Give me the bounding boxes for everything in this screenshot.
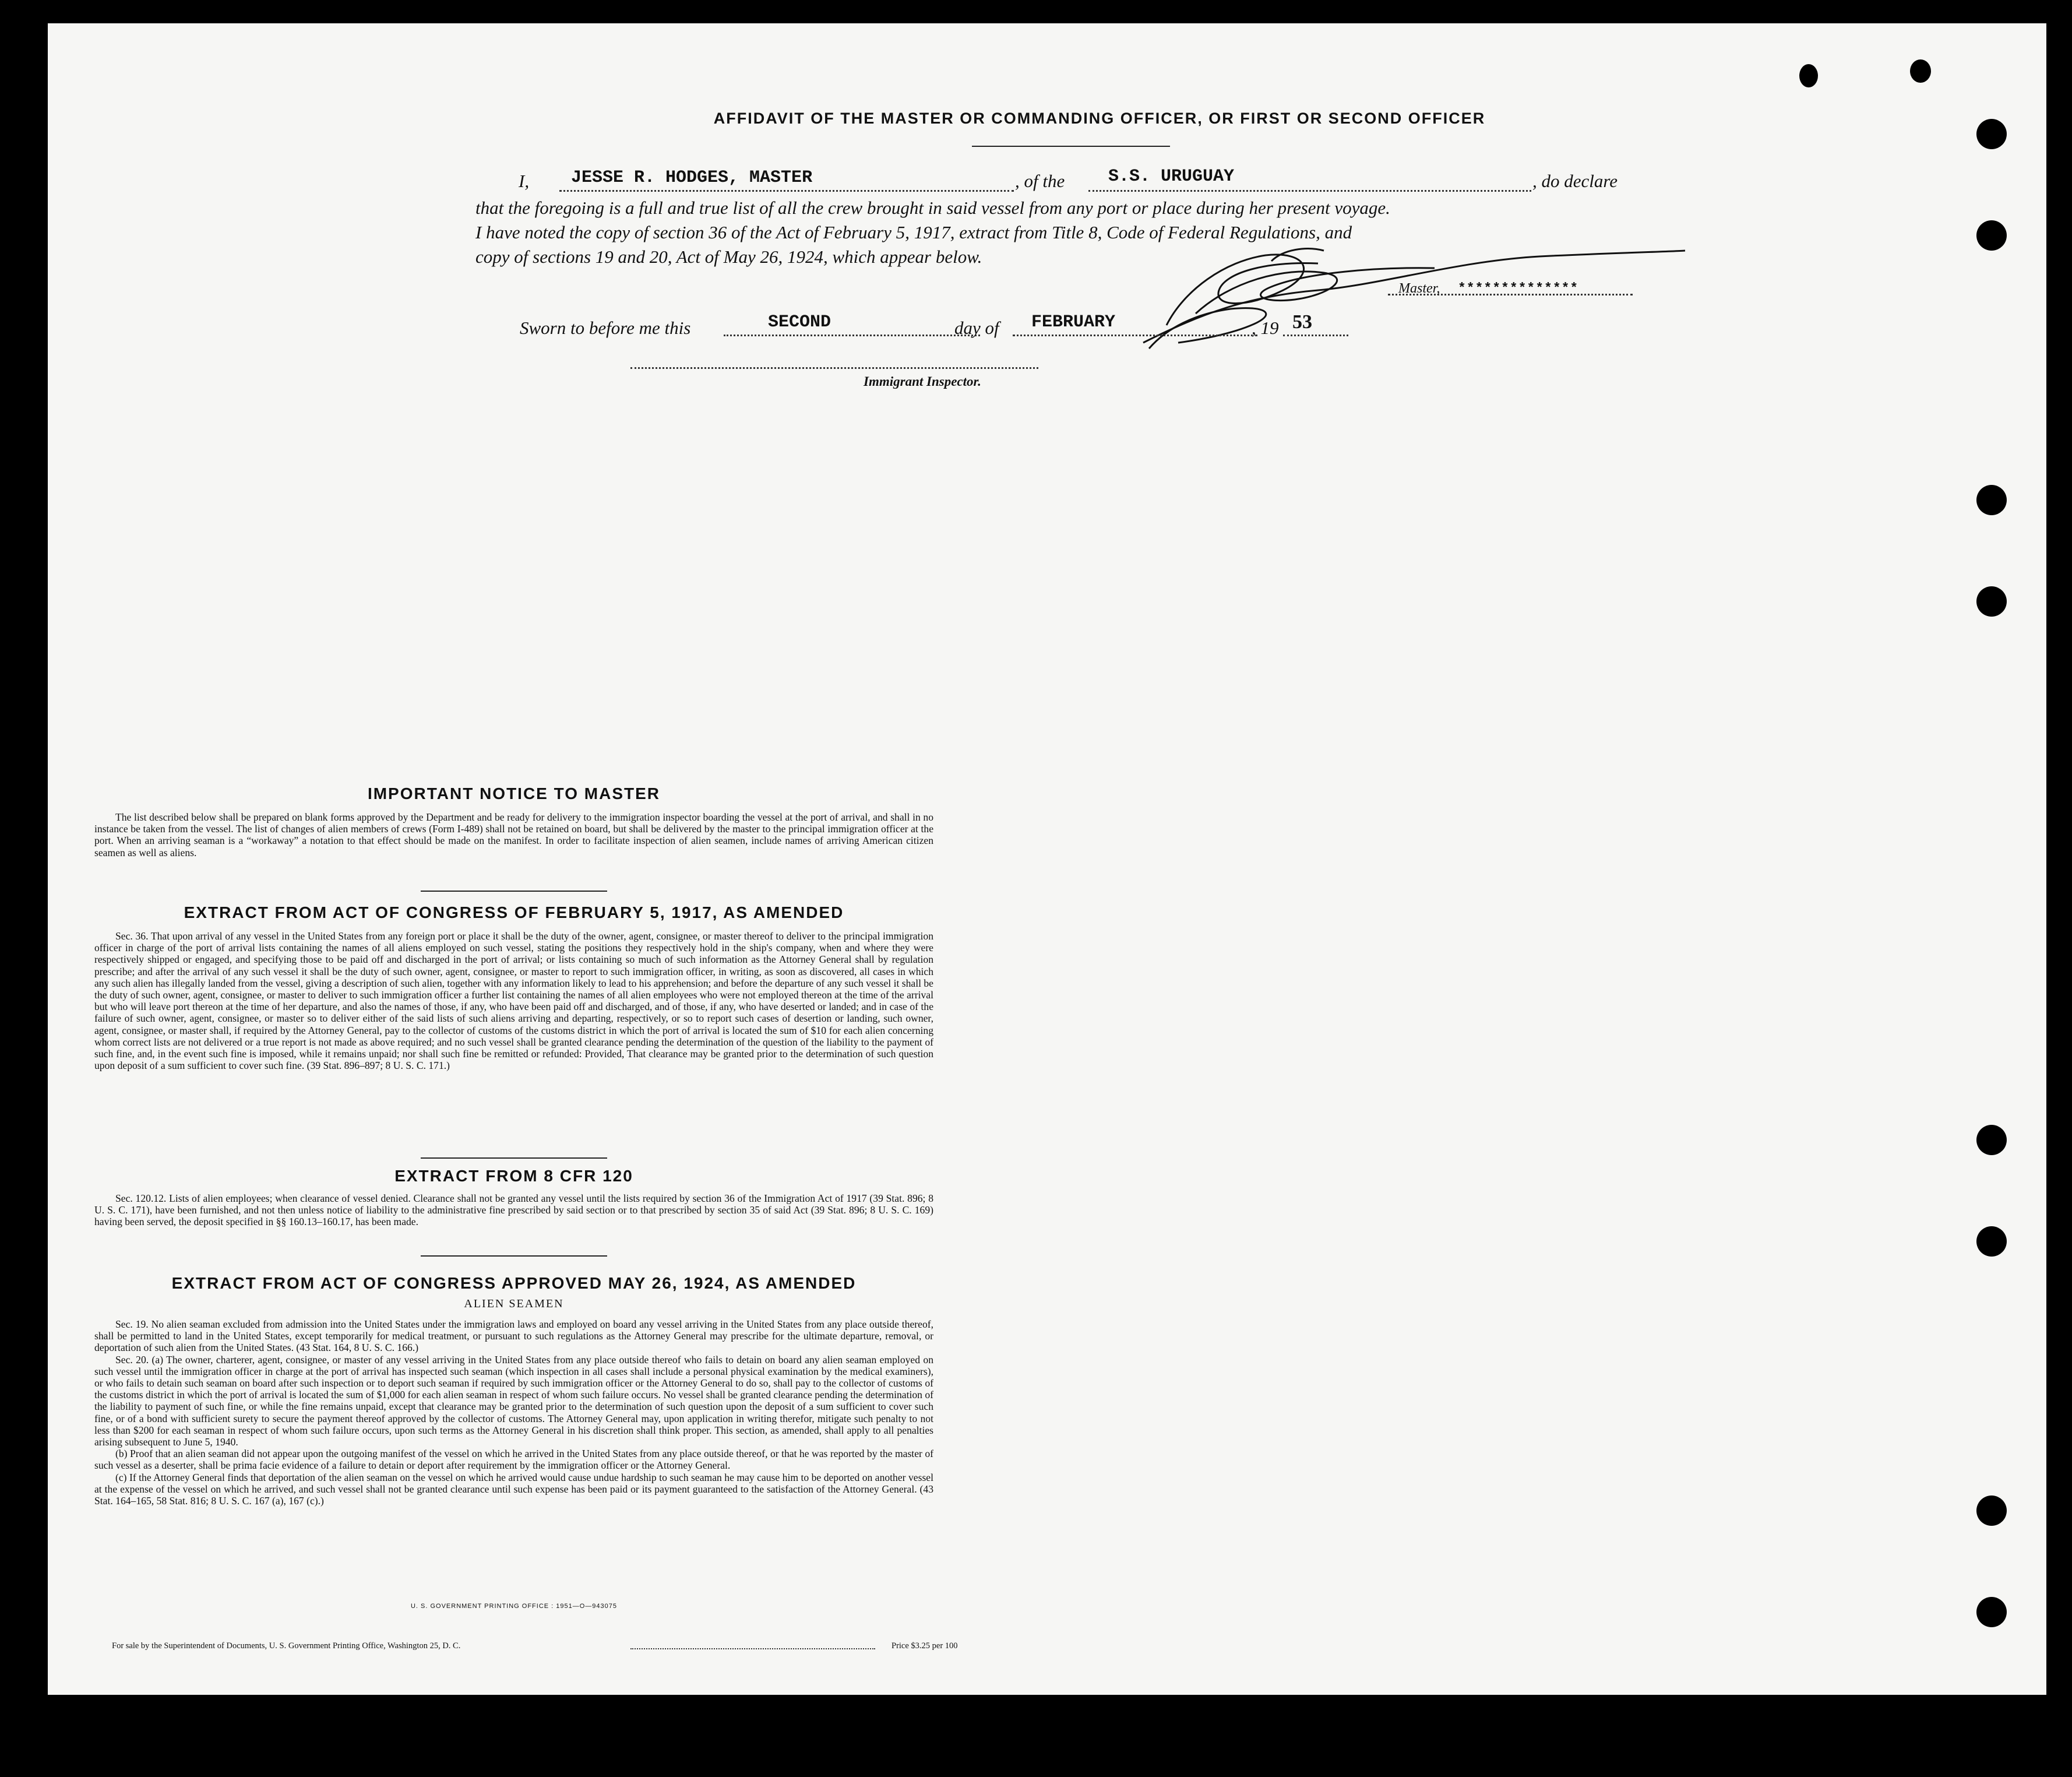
- price-notice: Price $3.25 per 100: [891, 1641, 958, 1651]
- punch-hole: [1976, 1226, 2007, 1257]
- sale-notice: For sale by the Superintendent of Documents, U. S. Government Printing Office, Washington 25, D. C.: [112, 1641, 461, 1651]
- section-36-paragraph: Sec. 36. That upon arrival of any vessel in the United States from any foreign port or place it shall be the duty of the owner, agent, consignee, or master thereof to deliver to the principal immigration officer in charge of the port of arrival lists containing the names of all aliens employed on such vessel, stating the positions they respectively hold in the ship's company, when and where they were respectively shipped or engaged, and specifying those to be paid off and discharged in the port of arrival; or lists containing so much of such information as the Attorney General shall by regulation prescribe; and after the arrival of any such vessel it shall be the duty of such owner, agent, consignee, or master to report to such immigration officer, in writing, as soon as discovered, all cases in which any such alien has illegally landed from the vessel, giving a description of such alien, together with any information likely to lead to his apprehension; and before the departure of any such vessel it shall be the duty of such owner, agent, consignee, or master to deliver to such immigration officer a further list containing the names of all alien employees who were not employed thereon at the time of the arrival but who will leave port thereon at the time of her departure, and also the names of those, if any, who have been paid off and discharged, and of those, if any, who have deserted or landed; and in case of the failure of such owner, agent, consignee, or master so to deliver either of the said lists of such aliens arriving and departing, respectively, or so to report such cases of desertion or landing, such owner, agent, consignee, or master shall, if required by the Attorney General, pay to the collector of customs of the customs district in which the port of arrival is located the sum of $10 for each alien concerning whom correct lists are not delivered or a true report is not made as above required; and no such vessel shall be granted clearance pending the determination of the question of the liability to the payment of such fine, and, in the event such fine is imposed, while it remains unpaid; nor shall such fine be remitted or refunded: Provided, That clearance may be granted prior to the determination of such question upon deposit of a sum sufficient to cover such fine. (39 Stat. 896–897; 8 U. S. C. 171.): [94, 930, 933, 1072]
- printing-office-imprint: U. S. GOVERNMENT PRINTING OFFICE : 1951—O—943075: [410, 1603, 618, 1610]
- sworn-month-field: FEBRUARY: [1031, 312, 1116, 332]
- punch-hole: [1976, 220, 2007, 251]
- section-19-paragraph: Sec. 19. No alien seaman excluded from admission into the United States under the immigration laws and employed on board any vessel arriving in the United States from any place outside thereof, shall be permitted to land in the United States, except temporarily for medical treatment, or pursuant to such regulations as the Attorney General may prescribe for the ultimate departure, removal, or deportation of such alien from the United States. (43 Stat. 164, 8 U. S. C. 166.): [94, 1318, 933, 1354]
- punch-hole: [1976, 485, 2007, 515]
- document-page: [48, 23, 2046, 1695]
- officer-title-struck: **************: [1458, 281, 1579, 296]
- notice-title: IMPORTANT NOTICE TO MASTER: [367, 784, 661, 803]
- section-divider: [421, 1255, 607, 1257]
- extract-1917-text: [94, 930, 933, 1071]
- extract-1924-title: EXTRACT FROM ACT OF CONGRESS APPROVED MAY 26, 1924, AS AMENDED: [171, 1274, 857, 1292]
- extract-cfr-title: EXTRACT FROM 8 CFR 120: [394, 1167, 633, 1185]
- section-120-12-paragraph: Sec. 120.12. Lists of alien employees; when clearance of vessel denied. Clearance shall not be granted any vessel until the lists required by section 36 of the Immigration Act of 1917 (39 Stat. 896; 8 U. S. C. 171), have been furnished, and not then unless notice of liability to the administrative fine prescribed by said section or to that prescribed by section 35 of said Act (39 Stat. 896; 8 U. S. C. 169) having been served, the deposit specified in §§ 160.13–160.17, has been made.: [94, 1192, 933, 1228]
- month-underline: [1013, 335, 1257, 336]
- footer-leader: [630, 1648, 875, 1649]
- notice-paragraph: The list described below shall be prepared on blank forms approved by the Department and be ready for delivery to the immigration inspector boarding the vessel at the port of arrival, and shall in no instance be taken from the vessel. The list of changes of alien members of crews (Form I-489) shall not be retained on board, but shall be delivered by the master to the principal immigration officer at the port. When an arriving seaman is a “workaway” a notation to that effect should be made on the manifest. In order to facilitate inspection of alien seamen, include names of arriving American citizen seamen as well as aliens.: [94, 811, 933, 858]
- declaration-line-2: that the foregoing is a full and true list of all the crew brought in said vessel from any port or place during her present voyage.: [475, 198, 1390, 218]
- extract-1917-title: EXTRACT FROM ACT OF CONGRESS OF FEBRUARY 5, 1917, AS AMENDED: [184, 903, 844, 921]
- inspector-signature-line: [630, 367, 1038, 369]
- day-of-label: day of: [954, 318, 999, 338]
- vessel-underline: [1088, 190, 1531, 192]
- name-underline: [559, 190, 1014, 192]
- alien-seamen-subtitle: ALIEN SEAMEN: [464, 1297, 564, 1310]
- section-20b-paragraph: (b) Proof that an alien seaman did not appear upon the outgoing manifest of the vessel on which he arrived in the United States from any place outside thereof, or that he was reported by the master of such vessel as a deserter, shall be prima facie evidence of a failure to detain or deport after requirement by the immigration officer or the Attorney General.: [94, 1448, 933, 1472]
- declaration-line-3: I have noted the copy of section 36 of the Act of February 5, 1917, extract from Title 8, Code of Federal Regulations, and: [475, 222, 1352, 242]
- affidavit-title: AFFIDAVIT OF THE MASTER OR COMMANDING OFFICER, OR FIRST OR SECOND OFFICER: [713, 110, 1486, 127]
- master-label: Master,: [1398, 281, 1440, 296]
- section-20a-paragraph: Sec. 20. (a) The owner, charterer, agent, consignee, or master of any vessel arriving in the United States from any place outside thereof who fails to detain on board any alien seaman employed on such vessel until the immigration officer in charge at the port of arrival has inspected such seaman (which inspection in all cases shall include a personal physical examination by the medical examiners), or who fails to detain such seaman on board after such inspection or to deport such seaman if required by such immigration officer or the Attorney General to do so, shall pay to the collector of customs of the customs district in which the port of arrival is located the sum of $1,000 for each alien seaman in respect of whom such failure occurs. No vessel shall be granted clearance pending the determination of the liability to payment of such fine, or while the fine remains unpaid, except that clearance may be granted prior to the determination of such question upon the deposit of a sum sufficient to cover such fine, or of a bond with sufficient surety to secure the payment thereof approved by the collector of customs. The Attorney General may, upon application in writing therefor, mitigate such penalty to not less than $200 for each seaman in respect of whom such failure occurs, upon such terms as the Attorney General in his discretion shall think proper. This section, as amended, shall apply to all penalties arising subsequent to June 5, 1940.: [94, 1353, 933, 1448]
- punch-hole: [1976, 1125, 2007, 1155]
- year-underline: [1283, 335, 1348, 336]
- sworn-label: Sworn to before me this: [520, 318, 691, 338]
- punch-hole: [1799, 64, 1818, 87]
- year-field: 53: [1292, 311, 1312, 333]
- year-prefix: , 19: [1252, 318, 1279, 338]
- punch-hole: [1976, 586, 2007, 617]
- extract-cfr-text: [94, 1192, 933, 1228]
- do-declare-label: , do declare: [1532, 171, 1618, 191]
- sworn-day-field: SECOND: [768, 312, 831, 332]
- punch-hole: [1910, 59, 1931, 83]
- title-divider: [972, 146, 1170, 147]
- master-name-field: JESSE R. HODGES, MASTER: [571, 168, 813, 188]
- punch-hole: [1976, 1496, 2007, 1526]
- day-underline: [724, 335, 980, 336]
- punch-hole: [1976, 1597, 2007, 1627]
- section-divider: [421, 891, 607, 892]
- section-divider: [421, 1157, 607, 1159]
- declaration-prefix: I,: [519, 171, 530, 191]
- vessel-name-field: S.S. URUGUAY: [1108, 167, 1235, 187]
- inspector-label: Immigrant Inspector.: [864, 374, 981, 389]
- declaration-line-4: copy of sections 19 and 20, Act of May 26, 1924, which appear below.: [475, 247, 982, 267]
- extract-1924-text: [94, 1318, 933, 1507]
- section-20c-paragraph: (c) If the Attorney General finds that deportation of the alien seaman on the vessel on which he arrived would cause undue hardship to such seaman he may cause him to be deported on another vessel at the expense of the vessel on which he arrived, and such vessel shall not be granted clearance until such expense has been paid or its payment guaranteed to the satisfaction of the Attorney General. (43 Stat. 164–165, 58 Stat. 816; 8 U. S. C. 167 (a), 167 (c).): [94, 1471, 933, 1507]
- punch-hole: [1976, 119, 2007, 149]
- notice-text: [94, 811, 933, 858]
- of-the-label: , of the: [1015, 171, 1065, 191]
